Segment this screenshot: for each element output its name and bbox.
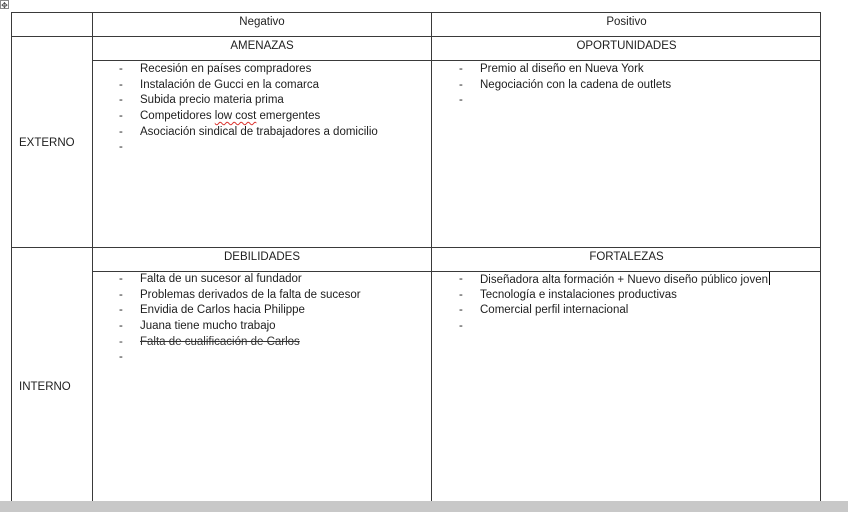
table-border-row-divider: [11, 247, 821, 248]
list-item[interactable]: - Problemas derivados de la falta de sucesor: [119, 288, 361, 304]
row-label-externo: EXTERNO: [19, 137, 75, 149]
table-move-handle-icon[interactable]: ✥: [1, 1, 8, 10]
table-border-left: [11, 12, 12, 501]
list-item[interactable]: - Juana tiene mucho trabajo: [119, 319, 361, 335]
list-item[interactable]: - Comercial perfil internacional: [459, 303, 770, 319]
list-item-empty[interactable]: [459, 93, 671, 109]
cell-title-fortalezas: FORTALEZAS: [589, 251, 664, 263]
list-item-struck[interactable]: - Falta de cualificación de Carlos: [119, 335, 361, 351]
list-item[interactable]: - Instalación de Gucci en la comarca: [119, 78, 378, 94]
window-bottom-bar: [0, 501, 848, 512]
list-item-text: emergentes: [256, 110, 321, 123]
cell-title-debilidades: DEBILIDADES: [223, 251, 301, 263]
cell-title-amenazas: AMENAZAS: [230, 40, 294, 52]
cell-title-oportunidades: OPORTUNIDADES: [576, 40, 677, 52]
row-label-interno: INTERNO: [19, 381, 71, 393]
list-item-empty[interactable]: [119, 350, 361, 366]
oportunidades-list[interactable]: [459, 62, 671, 109]
spellcheck-flagged-text[interactable]: low cost: [214, 110, 257, 123]
column-header-positive: Positivo: [606, 16, 647, 28]
list-item-empty[interactable]: [459, 319, 770, 335]
list-item[interactable]: - Negociación con la cadena de outlets: [459, 78, 671, 94]
table-border-header: [11, 36, 821, 37]
list-item[interactable]: [119, 109, 378, 125]
amenazas-list[interactable]: [119, 62, 378, 156]
list-item[interactable]: - Recesión en países compradores: [119, 62, 378, 78]
fortalezas-list[interactable]: [459, 272, 770, 335]
list-item[interactable]: - Subida precio materia prima: [119, 93, 378, 109]
column-header-negative: Negativo: [239, 16, 285, 28]
debilidades-list[interactable]: [119, 272, 361, 366]
list-item[interactable]: - Tecnología e instalaciones productivas: [459, 288, 770, 304]
list-item[interactable]: - Premio al diseño en Nueva York: [459, 62, 671, 78]
list-item-text: Competidores: [140, 110, 215, 123]
list-item[interactable]: [459, 272, 770, 288]
list-item[interactable]: - Envidia de Carlos hacia Philippe: [119, 303, 361, 319]
list-item[interactable]: - Falta de un sucesor al fundador: [119, 272, 361, 288]
list-item-text: Diseñadora alta formación + Nuevo diseño público joven: [480, 274, 768, 286]
table-border-amenazas-title: [92, 60, 821, 61]
list-item[interactable]: - Asociación sindical de trabajadores a domicilio: [119, 125, 378, 141]
table-border-top: [11, 12, 821, 13]
list-item-empty[interactable]: [119, 140, 378, 156]
text-cursor: [769, 272, 770, 285]
